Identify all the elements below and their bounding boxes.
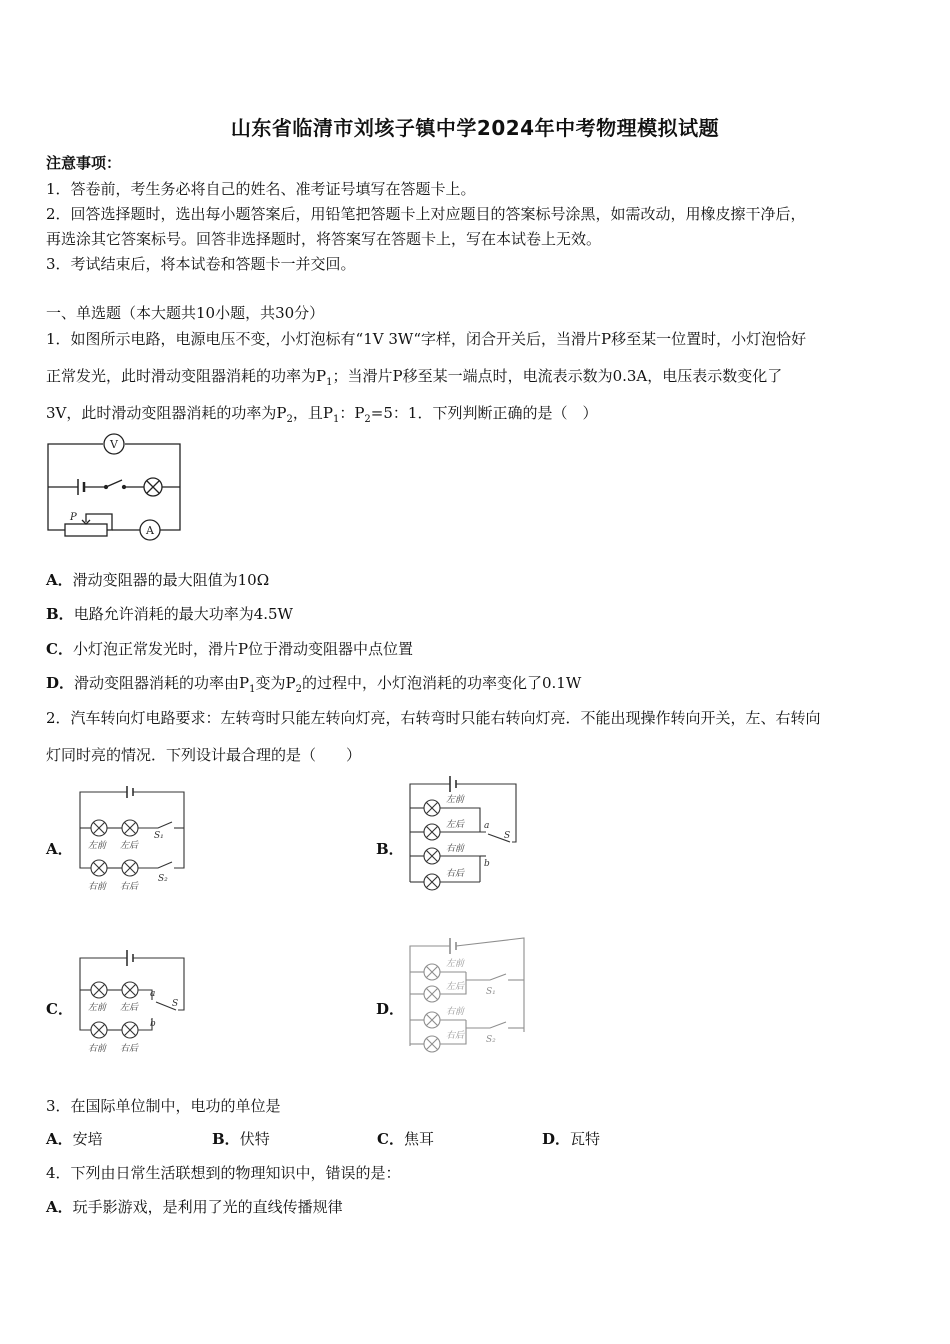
- lamp-label: 右后: [120, 882, 139, 892]
- option-label: D．: [542, 1130, 571, 1148]
- option-text: 玩手影游戏，是利用了光的直线传播规律: [72, 1198, 343, 1216]
- option-text: 瓦特: [570, 1130, 601, 1148]
- option-label: C．: [377, 1130, 404, 1148]
- option-label: A．: [46, 1198, 73, 1216]
- lamp-label: 左后: [446, 982, 465, 992]
- lamp-label: 左前: [446, 959, 465, 969]
- notice-item: 3．考试结束后，将本试卷和答题卡一并交回。: [46, 255, 356, 273]
- subscript: 2: [295, 684, 302, 695]
- subscript: 2: [364, 414, 371, 425]
- option-text: 滑动变阻器的最大阻值为10Ω: [72, 571, 270, 589]
- lamp-label: 左前: [88, 841, 107, 851]
- lamp-label: 右前: [88, 882, 107, 892]
- option-text: 小灯泡正常发光时，滑片P位于滑动变阻器中点位置: [72, 640, 414, 658]
- subscript: 1: [326, 377, 333, 388]
- switch-label: S₁: [486, 987, 496, 997]
- option-label: B．: [212, 1130, 240, 1148]
- option-text: 安培: [72, 1130, 103, 1148]
- question-4-stem: 4．下列由日常生活联想到的物理知识中，错误的是：: [46, 1164, 401, 1182]
- lamp-label: 右前: [446, 1007, 465, 1017]
- q1-option-c[interactable]: [46, 638, 413, 659]
- switch-label: S: [172, 999, 179, 1009]
- page-title: 山东省临清市刘垓子镇中学2024年中考物理模拟试题: [230, 116, 720, 140]
- question-1-line-2: [46, 365, 782, 388]
- q3-option-b[interactable]: [212, 1128, 270, 1149]
- notice-item: 再选涂其它答案标号。回答非选择题时，将答案写在答题卡上，写在本试卷上无效。: [46, 230, 602, 248]
- switch-label: a: [150, 989, 156, 999]
- option-text: 电路允许消耗的最大功率为4.5W: [73, 605, 293, 623]
- option-label: C．: [46, 640, 73, 658]
- text-span: ，且P: [292, 404, 333, 422]
- option-label: A．: [46, 1130, 73, 1148]
- option-text: 焦耳: [403, 1130, 434, 1148]
- slider-label: P: [70, 512, 77, 523]
- switch-label: S₁: [154, 831, 164, 841]
- lamp-label: 右前: [446, 844, 465, 854]
- subscript: 1: [249, 684, 256, 695]
- question-1-line-3: [46, 402, 597, 425]
- text-span: =5：1．下列判断正确的是（ ）: [370, 404, 598, 422]
- q2-option-d-label[interactable]: D．: [376, 1000, 405, 1018]
- lamp-label: 右后: [446, 869, 465, 879]
- notice-item: 2．回答选择题时，选出每小题答案后，用铅笔把答题卡上对应题目的答案标号涂黑，如需改动，用橡皮擦干净后，: [46, 205, 806, 223]
- q3-option-a[interactable]: [46, 1128, 103, 1149]
- lamp-label: 左后: [120, 1003, 139, 1013]
- option-label: B．: [46, 605, 74, 623]
- switch-label: S₂: [486, 1035, 496, 1045]
- q3-option-c[interactable]: [377, 1128, 434, 1149]
- question-1-line-1: 1．如图所示电路，电源电压不变，小灯泡标有“1V 3W“字样，闭合开关后，当滑片P移至某一位置时，小灯泡恰好: [46, 330, 807, 348]
- q1-option-b[interactable]: [46, 603, 293, 624]
- question-3-stem: 3．在国际单位制中，电功的单位是: [46, 1097, 281, 1115]
- notice-heading: 注意事项：: [46, 154, 122, 172]
- q3-option-d[interactable]: [542, 1128, 600, 1149]
- lamp-label: 左前: [88, 1003, 107, 1013]
- q2-option-c-circuit[interactable]: [72, 940, 192, 1058]
- option-label: A．: [46, 571, 73, 589]
- option-text: 滑动变阻器消耗的功率由P: [74, 674, 250, 692]
- q2-option-b-circuit[interactable]: [400, 770, 522, 894]
- lamp-label: 左前: [446, 795, 465, 805]
- text-span: 3V，此时滑动变阻器消耗的功率为P: [46, 404, 287, 422]
- switch-label: S: [504, 831, 511, 841]
- section-heading: 一、单选题（本大题共10小题，共30分）: [46, 304, 325, 322]
- q1-option-d[interactable]: [46, 672, 581, 695]
- switch-label: b: [484, 859, 490, 869]
- q2-option-c-label[interactable]: C．: [46, 1000, 73, 1018]
- q1-circuit-figure: [40, 432, 190, 547]
- voltmeter-label: V: [110, 438, 118, 451]
- lamp-label: 右后: [120, 1044, 139, 1054]
- q2-option-b-label[interactable]: B．: [376, 840, 404, 858]
- text-span: ；当滑片P移至某一端点时，电流表示数为0.3A，电压表示数变化了: [332, 367, 783, 385]
- switch-label: b: [150, 1019, 156, 1029]
- text-span: ：P: [339, 404, 365, 422]
- lamp-label: 左后: [446, 820, 465, 830]
- switch-label: a: [484, 821, 490, 831]
- q4-option-a[interactable]: [46, 1196, 343, 1217]
- subscript: 2: [286, 414, 293, 425]
- subscript: 1: [332, 414, 340, 425]
- text-span: 正常发光，此时滑动变阻器消耗的功率为P: [46, 367, 327, 385]
- lamp-label: 左后: [120, 841, 139, 851]
- option-text: 伏特: [239, 1130, 270, 1148]
- option-text: 变为P: [255, 674, 296, 692]
- ammeter-label: A: [146, 524, 154, 537]
- q2-option-a-label[interactable]: A．: [46, 840, 73, 858]
- question-2-line-2: 灯同时亮的情况．下列设计最合理的是（ ）: [46, 746, 362, 764]
- lamp-label: 右后: [446, 1031, 465, 1041]
- question-2-line-1: 2．汽车转向灯电路要求：左转弯时只能左转向灯亮，右转弯时只能右转向灯亮．不能出现操作转向开关，左、右转向: [46, 709, 821, 727]
- q2-option-a-circuit[interactable]: [72, 778, 192, 896]
- q2-option-d-circuit[interactable]: [400, 932, 530, 1058]
- notice-item: 1．答卷前，考生务必将自己的姓名、准考证号填写在答题卡上。: [46, 180, 476, 198]
- q1-option-a[interactable]: [46, 569, 269, 590]
- option-label: D．: [46, 674, 75, 692]
- switch-label: S₂: [158, 874, 168, 884]
- lamp-label: 右前: [88, 1044, 107, 1054]
- option-text: 的过程中，小灯泡消耗的功率变化了0.1W: [301, 674, 582, 692]
